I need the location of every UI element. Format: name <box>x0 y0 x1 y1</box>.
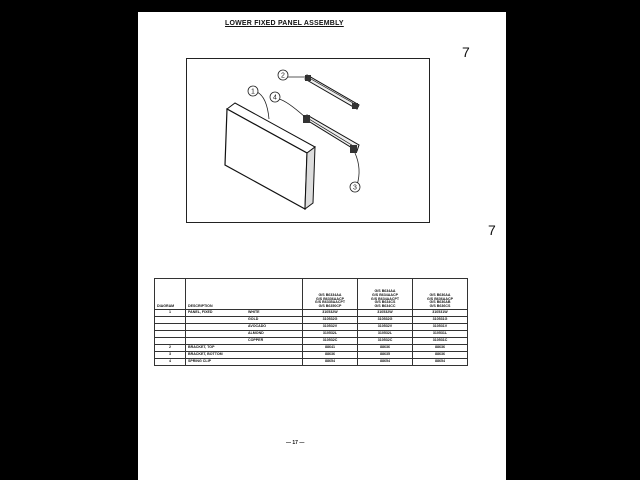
table-row: GOLD 310532G 310532G 310531G <box>155 317 468 324</box>
table-row: 2 BRACKET, TOP 88641 88636 88636 <box>155 345 468 352</box>
svg-text:2: 2 <box>281 72 285 80</box>
header-model-col3: G/S B636AA G/S B636AACP G/S B636AB G/S B636CS <box>413 279 468 310</box>
header-description: DESCRIPTION <box>186 279 303 310</box>
svg-text:3: 3 <box>353 184 357 192</box>
top-bracket-drawing <box>305 75 359 109</box>
table-row: COPPER 310532C 310532C 310531C <box>155 338 468 345</box>
table-row: 1 PANEL, FIXED WHITE 310532W 310532W 310531W <box>155 310 468 317</box>
callout-4 <box>270 92 280 102</box>
punch-mark-middle: 7 <box>488 222 496 238</box>
page-title: LOWER FIXED PANEL ASSEMBLY <box>225 20 344 27</box>
parts-table <box>154 278 468 366</box>
callout-2 <box>278 70 288 80</box>
diagram-drawing <box>187 59 429 222</box>
header-model-col1: G/S B6334AA G/S B6336AACP G/S B6335AACPT G/S B6350CP <box>303 279 358 310</box>
exploded-diagram <box>186 58 430 223</box>
callout-3 <box>350 182 360 192</box>
table-header-row <box>155 279 468 310</box>
fixed-panel-drawing <box>225 103 315 209</box>
page-number: — 17 — <box>286 440 305 446</box>
table-row: ALMOND 310532L 310532L 310531L <box>155 331 468 338</box>
svg-text:4: 4 <box>273 94 277 102</box>
table-row: 3 BRACKET, BOTTOM 88636 88635 88636 <box>155 352 468 359</box>
header-diagram: DIAGRAM <box>155 279 186 310</box>
punch-mark-top: 7 <box>462 44 470 60</box>
callout-1 <box>248 86 258 96</box>
table-row: 4 SPRING CLIP 88654 88654 88654 <box>155 359 468 366</box>
svg-text:1: 1 <box>251 88 255 96</box>
table-row: AVOCADO 310532V 310532V 310531V <box>155 324 468 331</box>
header-model-col2: G/S B634AA G/S B634AACP G/S B634AACPT G/S B634CS G/S B634CC <box>358 279 413 310</box>
